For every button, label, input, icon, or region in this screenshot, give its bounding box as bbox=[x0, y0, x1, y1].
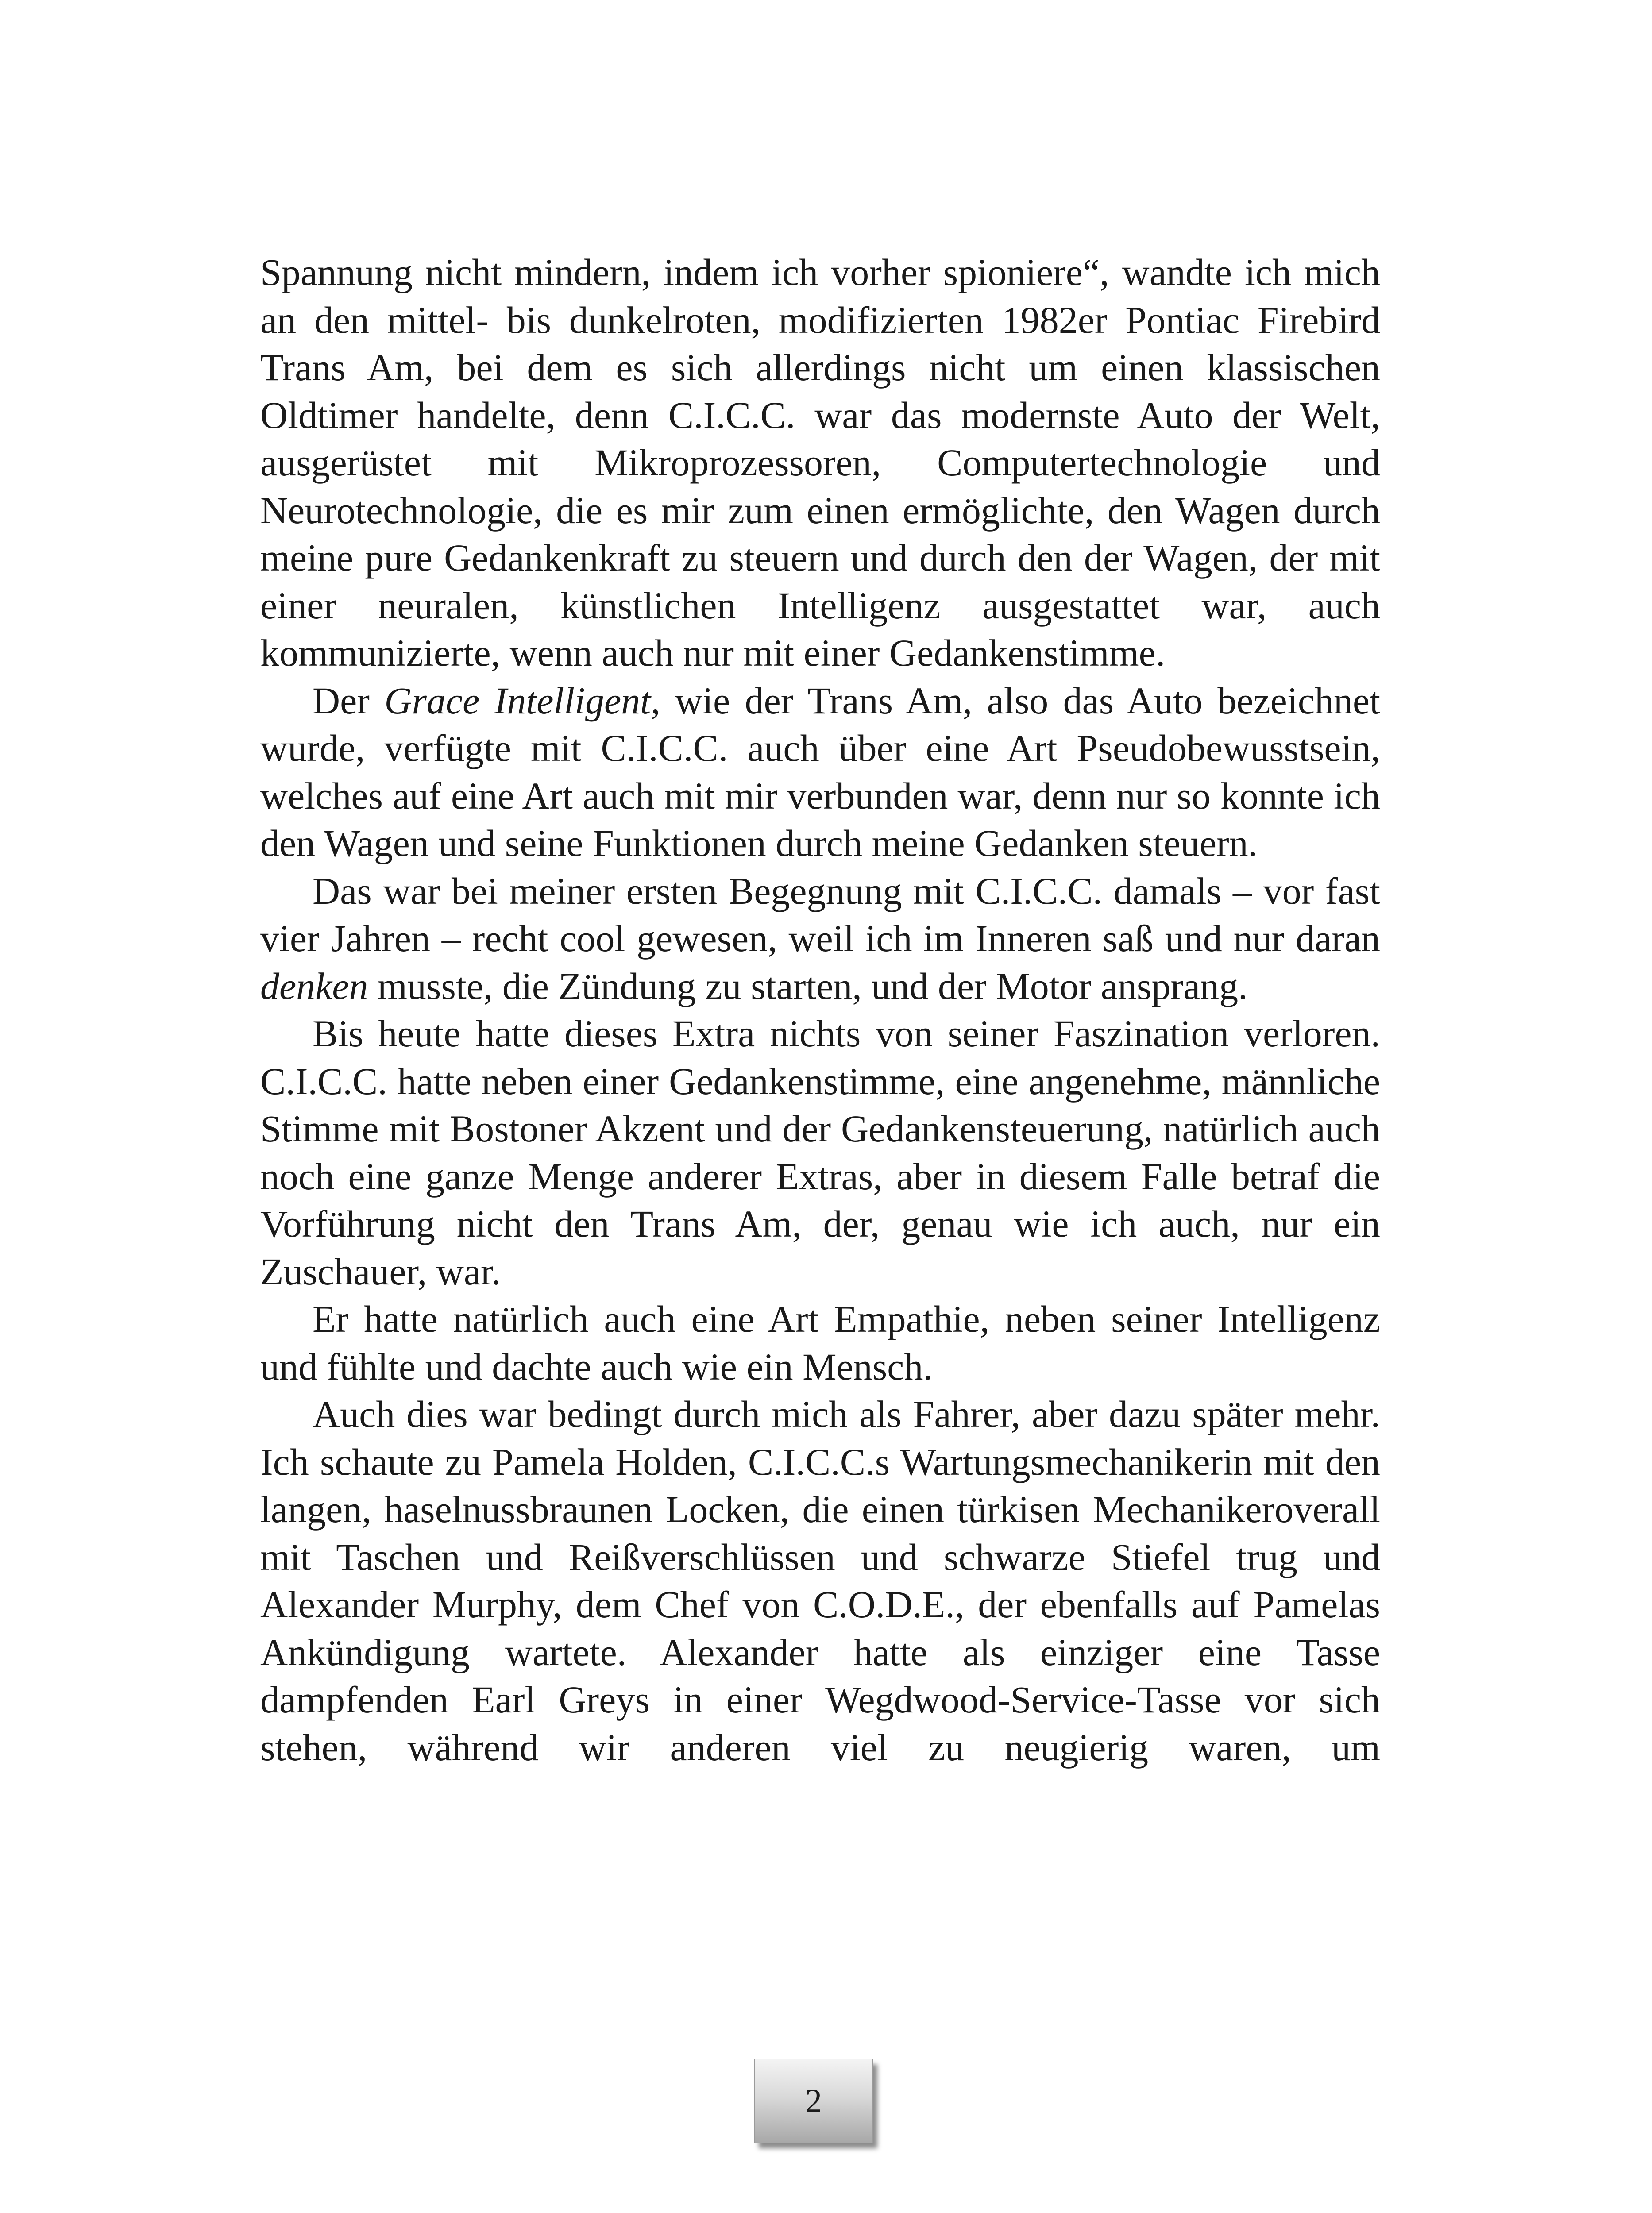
paragraph-4-text: Bis heute hatte dieses Extra nichts von seiner Faszination verloren. C.I.C.C. hatte neben einer Gedankenstimme, eine angenehme, männliche Stimme mit Bostoner Akzent und der Gedankensteuerung, natürlich auch noch eine ganze Menge anderer Extras, aber in diesem Falle betraf die Vorführung nicht den Trans Am, der, genau wie ich auch, nur ein Zuschauer, war. bbox=[260, 1012, 1380, 1293]
paragraph-3-text-end: musste, die Zündung zu starten, und der Motor ansprang. bbox=[368, 964, 1248, 1007]
paragraph-4 bbox=[260, 1010, 1380, 1295]
body-text bbox=[260, 249, 1380, 1771]
paragraph-5 bbox=[260, 1295, 1380, 1391]
page-number: 2 bbox=[805, 2082, 822, 2120]
paragraph-1-text: Spannung nicht mindern, indem ich vorher spioniere“, wandte ich mich an den mittel- bis dunkelroten, modifizierten 1982er Pontiac Firebird Trans Am, bei dem es sich allerdings nicht um einen klassischen Oldtimer handelte, denn C.I.C.C. war das modernste Auto der Welt, ausgerüstet mit Mikroprozessoren, Computertechnologie und Neurotechnologie, die es mir zum einen ermöglichte, den Wagen durch meine pure Gedankenkraft zu steuern und durch den der Wagen, der mit einer neuralen, künstlichen Intelligenz ausgestattet war, auch kommunizierte, wenn auch nur mit einer Gedankenstimme. bbox=[260, 251, 1380, 674]
paragraph-3-text-start: Das war bei meiner ersten Begegnung mit C.I.C.C. damals – vor fast vier Jahren – recht cool gewesen, weil ich im Inneren saß und nur daran bbox=[260, 869, 1380, 960]
paragraph-2-text-end: wie der Trans Am, also das Auto bezeichnet wurde, verfügte mit C.I.C.C. auch über eine Art Pseudobewusstsein, welches auf eine Art auch mit mir verbunden war, denn nur so konnte ich den Wagen und seine Funktionen durch meine Gedanken steuern. bbox=[260, 679, 1380, 864]
paragraph-5-text: Er hatte natürlich auch eine Art Empathie, neben seiner Intelligenz und fühlte und dachte auch wie ein Mensch. bbox=[260, 1298, 1380, 1388]
page-number-badge bbox=[754, 2059, 873, 2143]
paragraph-2-italic-title: Grace Intelligent, bbox=[384, 679, 660, 722]
paragraph-2 bbox=[260, 677, 1380, 867]
paragraph-3-italic-word: denken bbox=[260, 964, 368, 1007]
paragraph-1 bbox=[260, 249, 1380, 677]
paragraph-2-text-start: Der bbox=[313, 679, 385, 722]
paragraph-3 bbox=[260, 867, 1380, 1010]
paragraph-6-text: Auch dies war bedingt durch mich als Fahrer, aber dazu später mehr. Ich schaute zu Pamela Holden, C.I.C.C.s Wartungsmechanikerin mit den langen, haselnussbraunen Locken, die einen türkisen Mechanikeroverall mit Taschen und Reißverschlüssen und schwarze Stiefel trug und Alexander Murphy, dem Chef von C.O.D.E., der ebenfalls auf Pamelas Ankündigung wartete. Alexander hatte als einziger eine Tasse dampfenden Earl Greys in einer Wegdwood-Service-Tasse vor sich stehen, während wir anderen viel zu neugierig waren, um bbox=[260, 1393, 1380, 1769]
paragraph-6 bbox=[260, 1391, 1380, 1771]
